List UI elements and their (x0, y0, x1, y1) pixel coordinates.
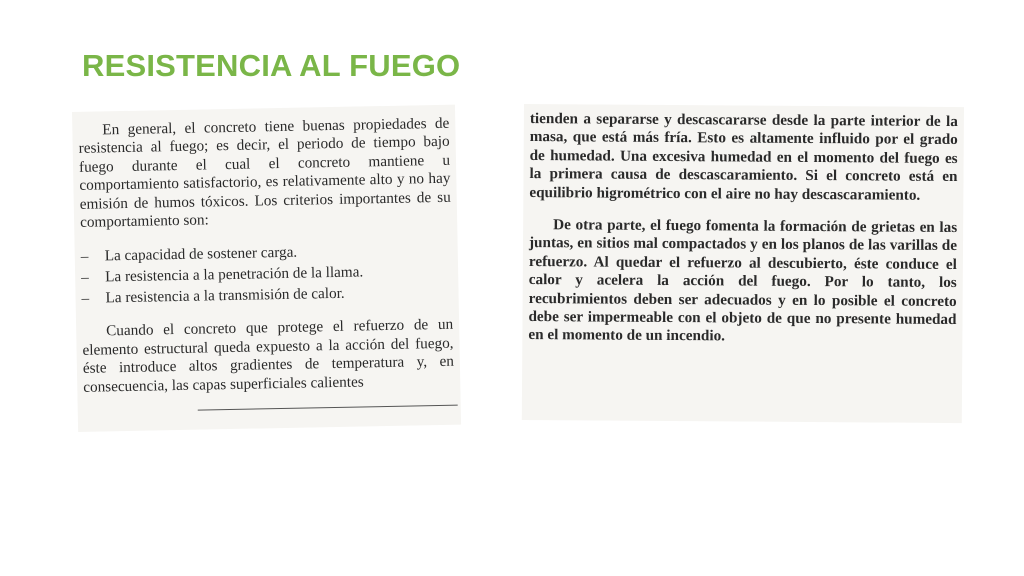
right-paragraph-2: De otra parte, el fuego fomenta la formación de grietas en las juntas, en sitios mal compactados y en los planos de las varillas de refuerzo. Al quedar el refuerzo al descubierto, éste conduce el calor y acelera la acción del fuego. Por lo tanto, los recubrimientos deben ser adecuados y en lo posible el concreto debe ser impermeable con el objeto de que no presente humedad en el momento de un incendio. (528, 216, 958, 345)
right-paragraph-1: tienden a separarse y descascararse desde la parte interior de la masa, que está más fría. Esto es altamente influido por el grado de humedad. Una excesiva humedad en el momento del fuego es la primera causa de descascaramiento. Si el concreto está en equilibrio higrométrico con el aire no hay descascaramiento. (529, 110, 958, 204)
left-paragraph-2: Cuando el concreto que protege el refuerzo de un elemento estructural queda expuesto a la acción del fuego, éste introduce altos gradientes de temperatura y, en consecuencia, las capas superficiales calientes (82, 316, 455, 396)
list-item-text: La resistencia a la transmisión de calor. (105, 285, 345, 307)
list-dash: – (81, 290, 90, 308)
criteria-list (81, 239, 453, 309)
slide-title: RESISTENCIA AL FUEGO (82, 48, 461, 83)
list-item-text: La capacidad de sostener carga. (104, 244, 298, 265)
list-dash: – (81, 269, 89, 287)
list-dash: – (80, 248, 89, 266)
scanned-text-right-column (522, 104, 964, 423)
list-item-text: La resistencia a la penetración de la llama. (105, 263, 364, 286)
left-paragraph-1: En general, el concreto tiene buenas propiedades de resistencia al fuego; es decir, el periodo de tiempo bajo fuego durante el cual el concreto mantiene u comportamiento satisfactorio, es relativamente alto y no hay emisión de humos tóxicos. Los criterios importantes de su comportamiento son: (78, 114, 451, 231)
scanned-text-left-column (72, 105, 461, 432)
page-bottom-rule (198, 405, 458, 411)
